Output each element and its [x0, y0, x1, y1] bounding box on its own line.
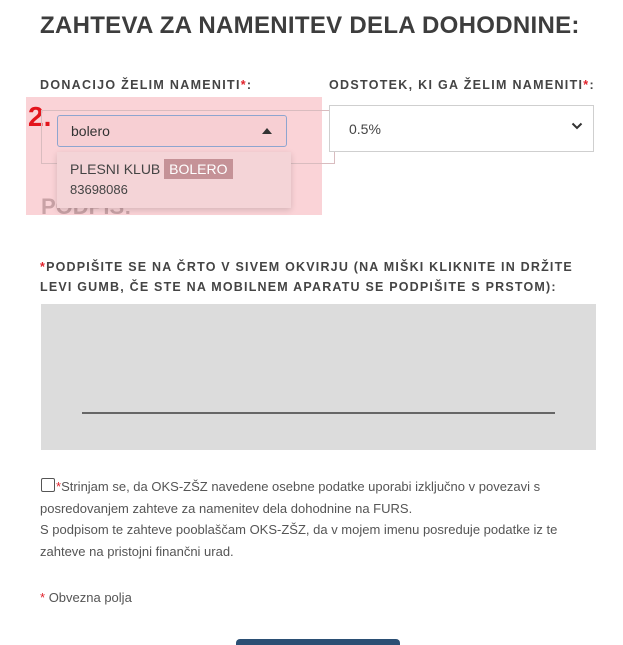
instruction-text: PODPIŠITE SE NA ČRTO V SIVEM OKVIRJU (NA MIŠKI KLIKNITE IN DRŽITE LEVI GUMB, ČE STE NA MOBILNEM APARATU SE PODPIŠITE S PRSTOM): [40, 260, 573, 294]
chevron-down-icon [571, 120, 583, 132]
note-text: Obvezna polja [48, 590, 132, 605]
donation-label-text: DONACIJO ŽELIM NAMENITI [40, 78, 241, 92]
caret-up-icon[interactable] [262, 128, 272, 134]
submit-button[interactable] [236, 639, 400, 645]
option-code: 83698086 [70, 182, 128, 197]
donation-dropdown [57, 152, 291, 208]
required-mark: * [40, 260, 47, 274]
search-input-value: bolero [71, 123, 110, 139]
required-mark: * [56, 479, 62, 494]
percent-value: 0.5% [349, 121, 381, 137]
signature-line [82, 412, 555, 414]
option-match-highlight: BOLERO [164, 159, 232, 179]
required-mark: * [583, 78, 590, 92]
signature-instruction [40, 257, 600, 297]
consent-line-1: Strinjam se, da OKS-ZŠZ navedene osebne podatke uporabi izključno v povezavi s posredovanjem zahteve za namenitev dela dohodnine na FURS. [40, 479, 541, 516]
page-title: ZAHTEVA ZA NAMENITEV DELA DOHODNINE: [40, 12, 580, 39]
donation-label: DONACIJO ŽELIM NAMENITI*: [40, 78, 253, 92]
dropdown-option[interactable] [70, 161, 233, 177]
consent-text [40, 476, 600, 562]
percent-label-text: ODSTOTEK, KI GA ŽELIM NAMENITI [329, 78, 584, 92]
percent-label: ODSTOTEK, KI GA ŽELIM NAMENITI*: [329, 78, 595, 92]
required-mark: * [40, 590, 46, 605]
step-number: 2. [28, 101, 52, 132]
donation-search-input[interactable] [57, 115, 287, 147]
percent-select[interactable] [329, 105, 594, 152]
required-mark: * [240, 78, 247, 92]
signature-pad[interactable] [41, 304, 596, 450]
consent-line-2: S podpisom te zahteve pooblaščam OKS-ZŠZ, da v mojem imenu posreduje podatke iz te zahteve na pristojni finančni urad. [40, 522, 558, 559]
option-name: PLESNI KLUB [70, 161, 161, 177]
required-fields-note [40, 590, 132, 605]
